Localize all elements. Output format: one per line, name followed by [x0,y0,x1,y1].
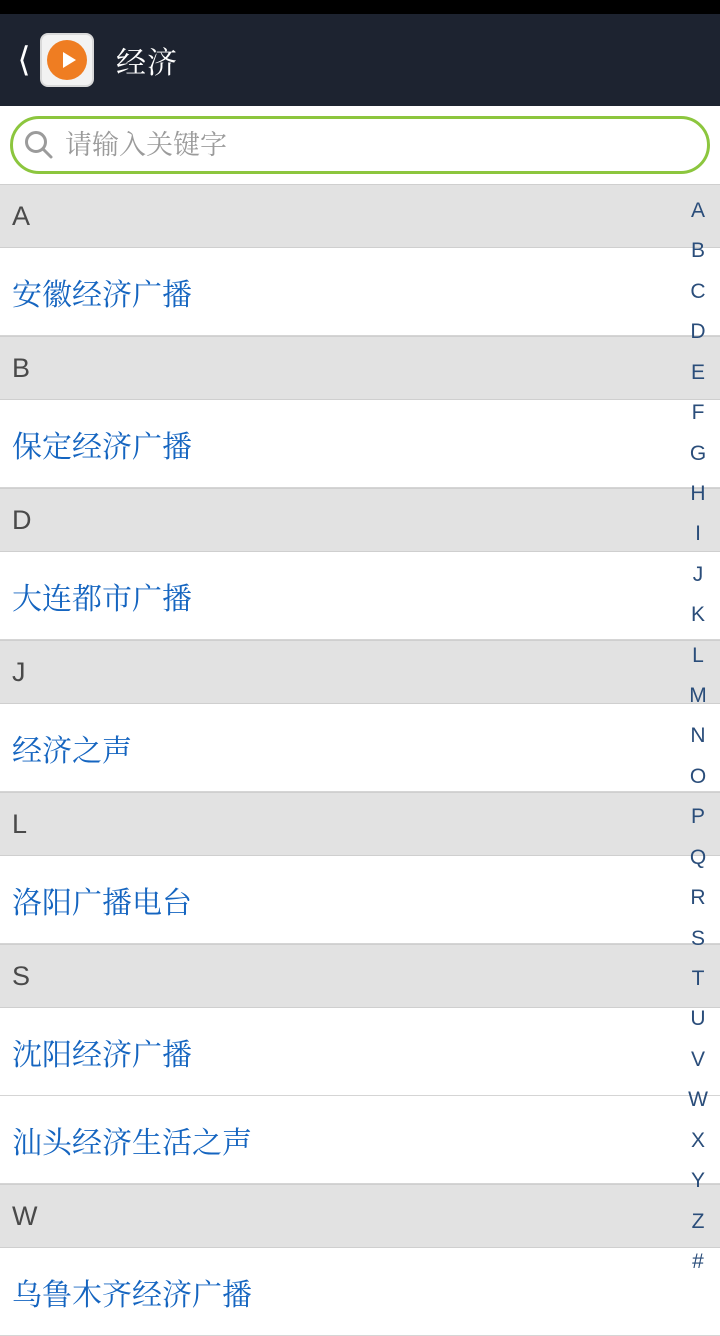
index-letter-q[interactable]: Q [689,845,707,869]
index-letter-i[interactable]: I [695,522,701,546]
list-item[interactable]: 经济之声 [0,704,720,792]
title-bar [0,14,720,106]
index-letter-s[interactable]: S [690,926,705,950]
section-header: L [0,792,720,856]
play-disc-icon[interactable] [40,33,94,87]
list-item[interactable]: 汕头经济生活之声 [0,1096,720,1184]
index-letter-#[interactable]: # [692,1249,704,1273]
list-item[interactable]: 安徽经济广播 [0,248,720,336]
play-disc-inner [47,40,87,80]
index-letter-e[interactable]: E [690,360,705,384]
section-header: W [0,1184,720,1248]
index-letter-w[interactable]: W [688,1088,708,1112]
index-letter-v[interactable]: V [690,1047,705,1071]
station-list [0,184,720,1336]
search-bar [0,106,720,184]
index-letter-z[interactable]: Z [691,1209,705,1233]
index-letter-j[interactable]: J [692,562,704,586]
section-header: A [0,184,720,248]
index-letter-k[interactable]: K [690,603,705,627]
status-bar [0,0,720,14]
section-header: S [0,944,720,1008]
section-header: B [0,336,720,400]
list-item[interactable]: 乌鲁木齐经济广播 [0,1248,720,1336]
index-letter-h[interactable]: H [690,481,706,505]
index-letter-d[interactable]: D [690,320,706,344]
index-letter-l[interactable]: L [692,643,704,667]
index-letter-c[interactable]: C [690,279,706,303]
list-item[interactable]: 保定经济广播 [0,400,720,488]
index-letter-t[interactable]: T [691,967,705,991]
page-title: 经济 [116,47,178,80]
list-item[interactable]: 沈阳经济广播 [0,1008,720,1096]
search-icon [13,128,65,162]
index-letter-m[interactable]: M [689,684,707,708]
search-input[interactable] [65,130,707,161]
index-letter-a[interactable]: A [690,199,705,222]
list-item[interactable]: 大连都市广播 [0,552,720,640]
index-letter-x[interactable]: X [690,1128,705,1152]
index-letter-p[interactable]: P [690,805,705,829]
index-letter-g[interactable]: G [689,441,707,465]
back-chevron-icon[interactable]: ⟨ [17,40,31,80]
list-item[interactable]: 洛阳广播电台 [0,856,720,944]
section-header: J [0,640,720,704]
index-letter-f[interactable]: F [691,401,705,425]
index-letter-y[interactable]: Y [690,1169,705,1193]
index-letter-o[interactable]: O [689,764,707,788]
index-letter-n[interactable]: N [690,724,706,748]
index-letter-r[interactable]: R [690,886,706,910]
index-letter-u[interactable]: U [690,1007,706,1031]
alphabet-index-bar[interactable] [676,192,720,1280]
index-letter-b[interactable]: B [690,239,705,263]
section-header: D [0,488,720,552]
search-box[interactable] [10,116,710,174]
